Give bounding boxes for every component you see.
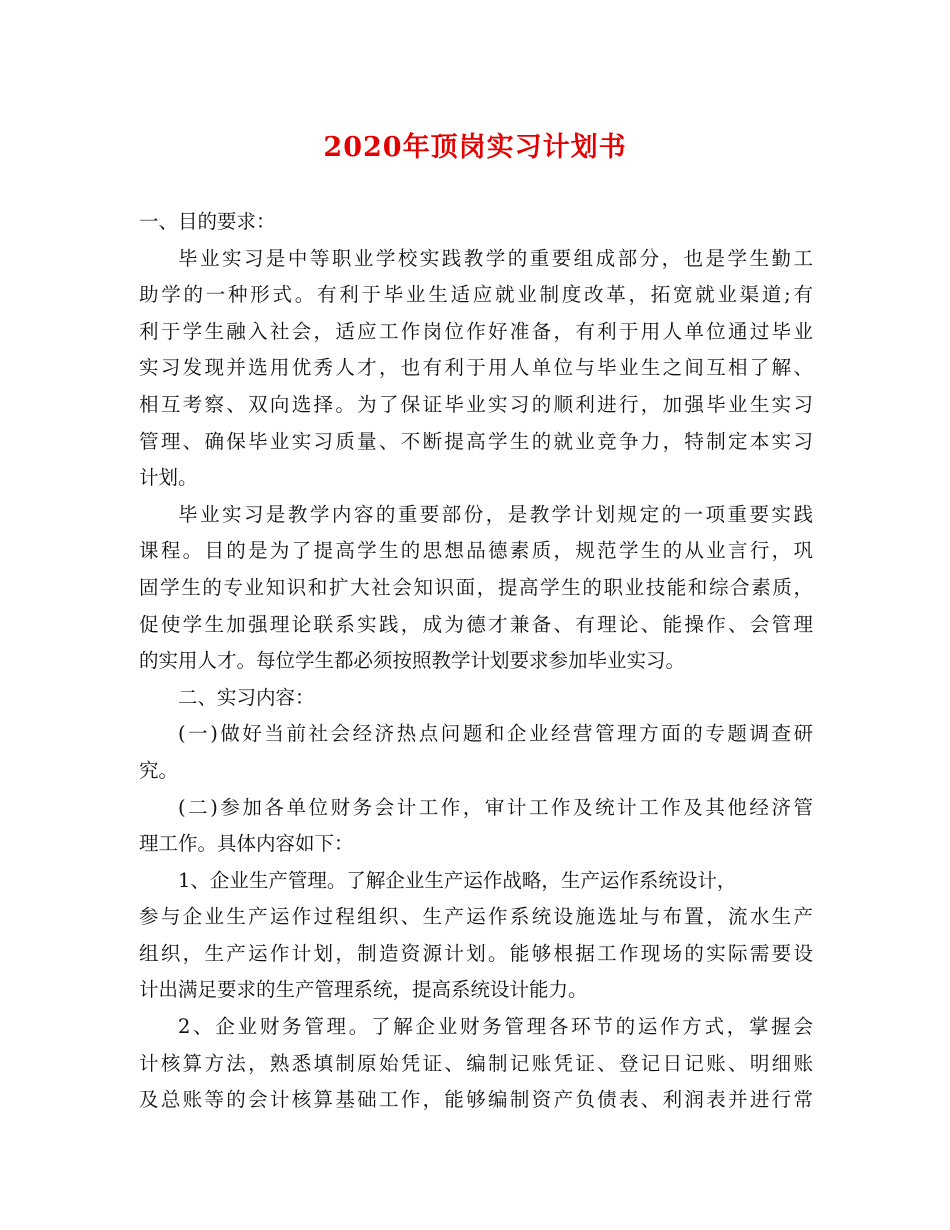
document-title: 2020年顶岗实习计划书: [323, 132, 627, 163]
text-line: 管理、确保毕业实习质量、不断提高学生的就业竞争力，特制定本实习: [139, 429, 813, 453]
paragraph-financial-management: [139, 1009, 813, 1119]
text-line: (一)做好当前社会经济热点问题和企业经营管理方面的专题调查研: [178, 722, 813, 746]
text-line: 一、目的要求：: [139, 210, 276, 233]
text-line: 毕业实习是中等职业学校实践教学的重要组成部分，也是学生勤工: [178, 246, 813, 270]
paragraph-production-management: [139, 863, 813, 1009]
text-line: 及总账等的会计核算基础工作，能够编制资产负债表、利润表并进行常: [139, 1088, 813, 1112]
paragraph-content-2: [139, 790, 813, 863]
text-line: (二)参加各单位财务会计工作，审计工作及统计工作及其他经济管: [178, 795, 813, 819]
text-line: 理工作。具体内容如下：: [139, 832, 354, 856]
paragraph-purpose-1: [139, 241, 813, 497]
text-line: 相互考察、双向选择。为了保证毕业实习的顺利进行，加强毕业生实习: [139, 392, 813, 416]
section-heading-content: [139, 680, 813, 717]
text-line: 究。: [139, 758, 179, 782]
text-line: 2、企业财务管理。了解企业财务管理各环节的运作方式，掌握会: [178, 1015, 813, 1039]
text-line: 毕业实习是教学内容的重要部份，是教学计划规定的一项重要实践: [178, 502, 813, 526]
text-line: 固学生的专业知识和扩大社会知识面，提高学生的职业技能和综合素质，: [139, 575, 813, 599]
section-heading-purpose: [139, 204, 813, 241]
text-line: 计出满足要求的生产管理系统，提高系统设计能力。: [139, 978, 588, 1002]
text-line: 的实用人才。每位学生都必须按照教学计划要求参加毕业实习。: [139, 649, 686, 673]
text-line: 课程。目的是为了提高学生的思想品德素质，规范学生的从业言行，巩: [139, 539, 813, 563]
text-line: 1、企业生产管理。了解企业生产运作战略，生产运作系统设计，: [178, 868, 737, 892]
text-line: 组织，生产运作计划，制造资源计划。能够根据工作现场的实际需要设: [139, 941, 813, 965]
paragraph-content-1: [139, 716, 813, 789]
text-line: 二、实习内容：: [178, 685, 315, 709]
text-line: 计划。: [139, 466, 198, 490]
text-line: 实习发现并选用优秀人才，也有利于用人单位与毕业生之间互相了解、: [139, 356, 813, 380]
text-line: 助学的一种形式。有利于毕业生适应就业制度改革，拓宽就业渠道;有: [139, 283, 813, 307]
text-line: 促使学生加强理论联系实践，成为德才兼备、有理论、能操作、会管理: [139, 612, 813, 636]
document-body: [139, 204, 813, 1119]
paragraph-purpose-2: [139, 497, 813, 680]
text-line: 计核算方法，熟悉填制原始凭证、编制记账凭证、登记日记账、明细账: [139, 1051, 813, 1075]
text-line: 利于学生融入社会，适应工作岗位作好准备，有利于用人单位通过毕业: [139, 319, 813, 343]
text-line: 参与企业生产运作过程组织、生产运作系统设施选址与布置，流水生产: [139, 905, 813, 929]
